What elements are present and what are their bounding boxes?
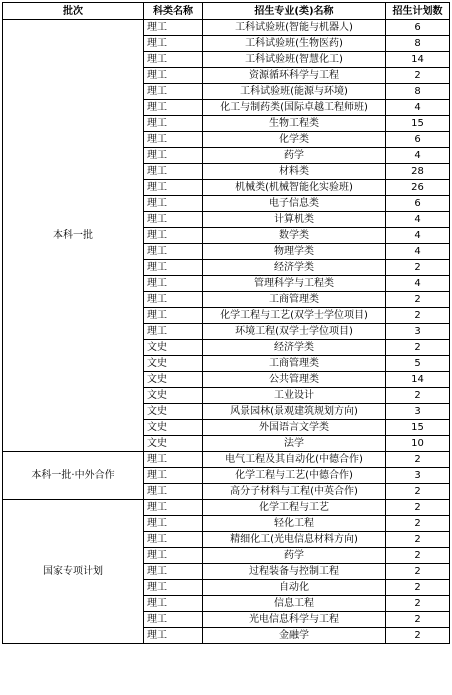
plan-cell: 26	[386, 180, 450, 196]
plan-cell: 28	[386, 164, 450, 180]
major-cell: 化工与制药类(国际卓越工程师班)	[203, 100, 386, 116]
plan-cell: 15	[386, 116, 450, 132]
header-row	[3, 3, 450, 20]
header-major: 招生专业(类)名称	[203, 3, 386, 20]
major-cell: 数学类	[203, 228, 386, 244]
category-cell: 文史	[144, 340, 203, 356]
category-cell: 理工	[144, 612, 203, 628]
plan-cell: 2	[386, 564, 450, 580]
major-cell: 计算机类	[203, 212, 386, 228]
enrollment-plan-table	[2, 2, 450, 644]
category-cell: 理工	[144, 100, 203, 116]
category-cell: 理工	[144, 468, 203, 484]
plan-cell: 6	[386, 132, 450, 148]
major-cell: 工商管理类	[203, 356, 386, 372]
header-batch: 批次	[3, 3, 144, 20]
major-cell: 外国语言文学类	[203, 420, 386, 436]
category-cell: 理工	[144, 500, 203, 516]
plan-cell: 2	[386, 452, 450, 468]
major-cell: 精细化工(光电信息材料方向)	[203, 532, 386, 548]
major-cell: 物理学类	[203, 244, 386, 260]
category-cell: 文史	[144, 436, 203, 452]
plan-cell: 4	[386, 212, 450, 228]
category-cell: 理工	[144, 516, 203, 532]
major-cell: 生物工程类	[203, 116, 386, 132]
plan-cell: 2	[386, 260, 450, 276]
major-cell: 机械类(机械智能化实验班)	[203, 180, 386, 196]
category-cell: 理工	[144, 68, 203, 84]
major-cell: 工商管理类	[203, 292, 386, 308]
major-cell: 管理科学与工程类	[203, 276, 386, 292]
major-cell: 公共管理类	[203, 372, 386, 388]
major-cell: 药学	[203, 148, 386, 164]
plan-cell: 2	[386, 500, 450, 516]
major-cell: 轻化工程	[203, 516, 386, 532]
plan-cell: 2	[386, 596, 450, 612]
plan-cell: 5	[386, 356, 450, 372]
plan-cell: 3	[386, 404, 450, 420]
category-cell: 理工	[144, 20, 203, 36]
plan-cell: 15	[386, 420, 450, 436]
category-cell: 理工	[144, 164, 203, 180]
plan-cell: 2	[386, 516, 450, 532]
plan-cell: 2	[386, 388, 450, 404]
category-cell: 理工	[144, 148, 203, 164]
header-plan: 招生计划数	[386, 3, 450, 20]
category-cell: 文史	[144, 404, 203, 420]
plan-cell: 8	[386, 84, 450, 100]
plan-cell: 3	[386, 468, 450, 484]
category-cell: 理工	[144, 580, 203, 596]
batch-cell: 国家专项计划	[3, 500, 144, 644]
major-cell: 工科试验班(智能与机器人)	[203, 20, 386, 36]
batch-cell: 本科一批·中外合作	[3, 452, 144, 500]
major-cell: 工业设计	[203, 388, 386, 404]
plan-cell: 2	[386, 628, 450, 644]
major-cell: 金融学	[203, 628, 386, 644]
major-cell: 工科试验班(智慧化工)	[203, 52, 386, 68]
category-cell: 理工	[144, 36, 203, 52]
major-cell: 经济学类	[203, 260, 386, 276]
plan-cell: 2	[386, 308, 450, 324]
table-body	[3, 20, 450, 644]
enrollment-plan-table-container	[2, 2, 450, 644]
plan-cell: 2	[386, 340, 450, 356]
major-cell: 过程装备与控制工程	[203, 564, 386, 580]
plan-cell: 14	[386, 372, 450, 388]
category-cell: 理工	[144, 484, 203, 500]
plan-cell: 6	[386, 196, 450, 212]
category-cell: 理工	[144, 548, 203, 564]
plan-cell: 4	[386, 228, 450, 244]
category-cell: 理工	[144, 244, 203, 260]
major-cell: 环境工程(双学士学位项目)	[203, 324, 386, 340]
category-cell: 理工	[144, 132, 203, 148]
major-cell: 电子信息类	[203, 196, 386, 212]
category-cell: 理工	[144, 292, 203, 308]
category-cell: 理工	[144, 212, 203, 228]
major-cell: 化学工程与工艺(中德合作)	[203, 468, 386, 484]
plan-cell: 8	[386, 36, 450, 52]
major-cell: 材料类	[203, 164, 386, 180]
plan-cell: 2	[386, 612, 450, 628]
major-cell: 光电信息科学与工程	[203, 612, 386, 628]
major-cell: 工科试验班(能源与环境)	[203, 84, 386, 100]
category-cell: 理工	[144, 116, 203, 132]
plan-cell: 14	[386, 52, 450, 68]
plan-cell: 2	[386, 292, 450, 308]
category-cell: 文史	[144, 388, 203, 404]
major-cell: 自动化	[203, 580, 386, 596]
major-cell: 化学工程与工艺	[203, 500, 386, 516]
plan-cell: 2	[386, 580, 450, 596]
major-cell: 化学类	[203, 132, 386, 148]
category-cell: 文史	[144, 372, 203, 388]
major-cell: 化学工程与工艺(双学士学位项目)	[203, 308, 386, 324]
category-cell: 理工	[144, 228, 203, 244]
category-cell: 理工	[144, 276, 203, 292]
plan-cell: 2	[386, 548, 450, 564]
category-cell: 理工	[144, 308, 203, 324]
category-cell: 理工	[144, 628, 203, 644]
major-cell: 工科试验班(生物医药)	[203, 36, 386, 52]
category-cell: 文史	[144, 420, 203, 436]
major-cell: 风景园林(景观建筑规划方向)	[203, 404, 386, 420]
table-row	[3, 500, 450, 516]
plan-cell: 3	[386, 324, 450, 340]
plan-cell: 2	[386, 484, 450, 500]
category-cell: 理工	[144, 196, 203, 212]
category-cell: 理工	[144, 532, 203, 548]
plan-cell: 4	[386, 148, 450, 164]
plan-cell: 6	[386, 20, 450, 36]
category-cell: 文史	[144, 356, 203, 372]
plan-cell: 4	[386, 244, 450, 260]
plan-cell: 4	[386, 100, 450, 116]
plan-cell: 2	[386, 532, 450, 548]
category-cell: 理工	[144, 52, 203, 68]
table-row	[3, 20, 450, 36]
header-category: 科类名称	[144, 3, 203, 20]
table-row	[3, 452, 450, 468]
category-cell: 理工	[144, 180, 203, 196]
category-cell: 理工	[144, 564, 203, 580]
category-cell: 理工	[144, 260, 203, 276]
major-cell: 高分子材料与工程(中英合作)	[203, 484, 386, 500]
category-cell: 理工	[144, 324, 203, 340]
category-cell: 理工	[144, 596, 203, 612]
major-cell: 药学	[203, 548, 386, 564]
category-cell: 理工	[144, 84, 203, 100]
major-cell: 信息工程	[203, 596, 386, 612]
major-cell: 法学	[203, 436, 386, 452]
category-cell: 理工	[144, 452, 203, 468]
plan-cell: 4	[386, 276, 450, 292]
plan-cell: 2	[386, 68, 450, 84]
major-cell: 经济学类	[203, 340, 386, 356]
plan-cell: 10	[386, 436, 450, 452]
table-header	[3, 3, 450, 20]
major-cell: 电气工程及其自动化(中德合作)	[203, 452, 386, 468]
batch-cell: 本科一批	[3, 20, 144, 452]
major-cell: 资源循环科学与工程	[203, 68, 386, 84]
